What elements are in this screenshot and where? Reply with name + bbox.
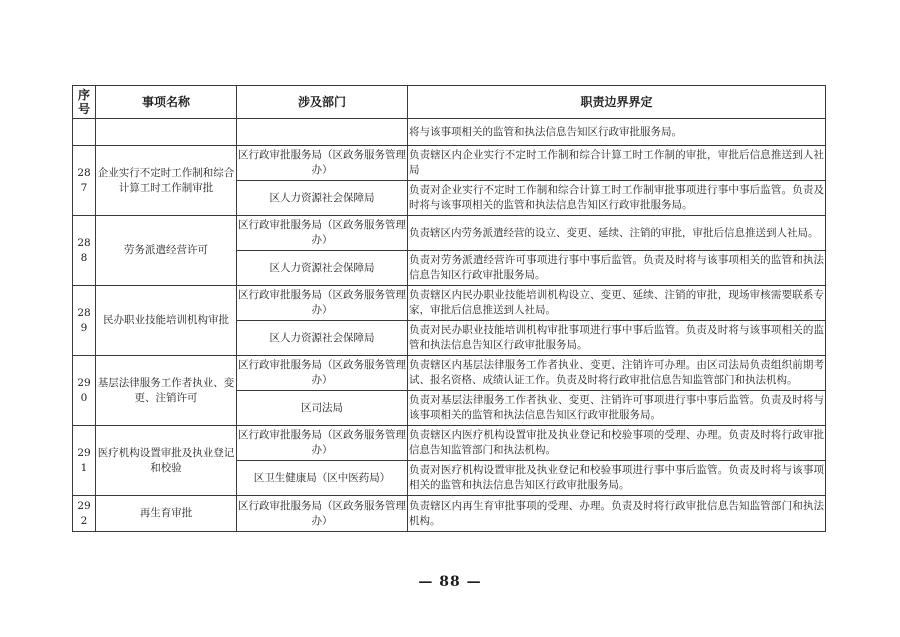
row-responsibility: 负责对民办职业技能培训机构审批事项进行事中事后监管。负责及时将与该事项相关的监管和执法信息告知区行政审批服务局。 <box>408 321 826 356</box>
continuation-row <box>73 119 826 146</box>
header-row <box>73 86 826 119</box>
table-row <box>73 496 826 532</box>
row-responsibility: 负责对企业实行不定时工作制和综合计算工时工作制审批事项进行事中事后监管。负责及时将与该事项相关的监管和执法信息告知区行政审批服务局。 <box>408 181 826 216</box>
row-item-name: 基层法律服务工作者执业、变更、注销许可 <box>96 356 237 426</box>
row-responsibility: 负责辖区内劳务派遣经营的设立、变更、延续、注销的审批，审批后信息推送到人社局。 <box>408 216 826 251</box>
row-responsibility: 负责辖区内民办职业技能培训机构设立、变更、延续、注销的审批，现场审核需要联系专家，审批后信息推送到人社局。 <box>408 286 826 321</box>
row-item-name: 再生育审批 <box>96 496 237 532</box>
header-responsibility: 职责边界界定 <box>408 86 826 119</box>
header-seq: 序号 <box>73 86 96 119</box>
row-department: 区行政审批服务局（区政务服务管理办） <box>237 426 408 461</box>
row-department: 区行政审批服务局（区政务服务管理办） <box>237 356 408 391</box>
table-row <box>73 286 826 321</box>
row-seq: 289 <box>73 286 96 356</box>
row-department <box>237 119 408 146</box>
row-seq: 290 <box>73 356 96 426</box>
row-item-name: 劳务派遣经营许可 <box>96 216 237 286</box>
row-responsibility: 负责对基层法律服务工作者执业、变更、注销许可事项进行事中事后监管。负责及时将与该事项相关的监管和执法信息告知区行政审批服务局。 <box>408 391 826 426</box>
table-row <box>73 146 826 181</box>
row-department: 区行政审批服务局（区政务服务管理办） <box>237 216 408 251</box>
page-number: — 88 — <box>418 574 482 590</box>
table-row <box>73 426 826 461</box>
row-department: 区人力资源社会保障局 <box>237 181 408 216</box>
row-responsibility: 负责辖区内再生育审批事项的受理、办理。负责及时将行政审批信息告知监管部门和执法机构。 <box>408 496 826 532</box>
row-responsibility: 将与该事项相关的监管和执法信息告知区行政审批服务局。 <box>408 119 826 146</box>
row-seq: 287 <box>73 146 96 216</box>
header-item-name: 事项名称 <box>96 86 237 119</box>
row-item-name: 民办职业技能培训机构审批 <box>96 286 237 356</box>
row-item-name: 企业实行不定时工作制和综合计算工时工作制审批 <box>96 146 237 216</box>
row-department: 区人力资源社会保障局 <box>237 321 408 356</box>
row-responsibility: 负责辖区内医疗机构设置审批及执业登记和校验事项的受理、办理。负责及时将行政审批信息告知监管部门和执法机构。 <box>408 426 826 461</box>
row-item-name: 医疗机构设置审批及执业登记和校验 <box>96 426 237 496</box>
header-department: 涉及部门 <box>237 86 408 119</box>
row-department: 区行政审批服务局（区政务服务管理办） <box>237 146 408 181</box>
row-seq <box>73 119 96 146</box>
row-seq: 288 <box>73 216 96 286</box>
row-responsibility: 负责对医疗机构设置审批及执业登记和校验事项进行事中事后监管。负责及时将与该事项相关的监管和执法信息告知区行政审批服务局。 <box>408 461 826 496</box>
row-item-name <box>96 119 237 146</box>
row-department: 区行政审批服务局（区政务服务管理办） <box>237 286 408 321</box>
row-responsibility: 负责对劳务派遣经营许可事项进行事中事后监管。负责及时将与该事项相关的监管和执法信息告知区行政审批服务局。 <box>408 251 826 286</box>
row-seq: 292 <box>73 496 96 532</box>
row-seq: 291 <box>73 426 96 496</box>
row-department: 区卫生健康局（区中医药局） <box>237 461 408 496</box>
row-department: 区司法局 <box>237 391 408 426</box>
row-department: 区人力资源社会保障局 <box>237 251 408 286</box>
table-row <box>73 216 826 251</box>
row-responsibility: 负责辖区内企业实行不定时工作制和综合计算工时工作制的审批，审批后信息推送到人社局 <box>408 146 826 181</box>
table-row <box>73 356 826 391</box>
row-department: 区行政审批服务局（区政务服务管理办） <box>237 496 408 532</box>
responsibility-table <box>72 85 826 532</box>
row-responsibility: 负责辖区内基层法律服务工作者执业、变更、注销许可办理。由区司法局负责组织前期考试、报名资格、成绩认证工作。负责及时将行政审批信息告知监管部门和执法机构。 <box>408 356 826 391</box>
